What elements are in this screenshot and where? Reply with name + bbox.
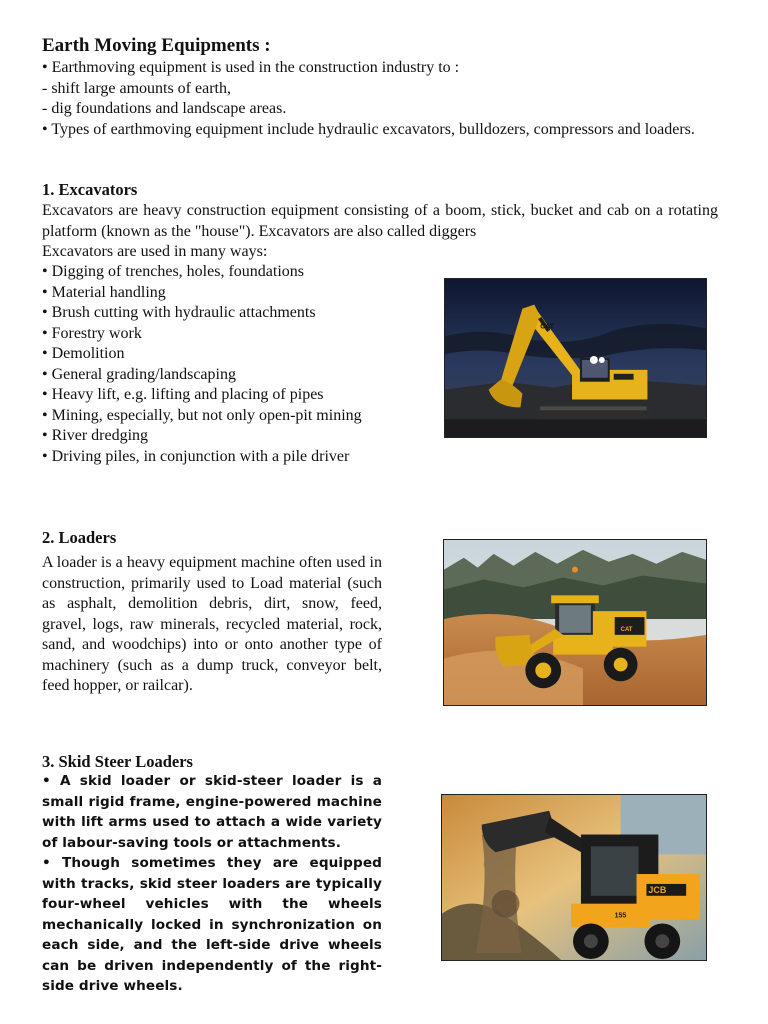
list-item: • General grading/landscaping — [42, 365, 236, 383]
loaders-heading: 2. Loaders — [42, 528, 117, 547]
excavators-heading: 1. Excavators — [42, 180, 138, 199]
loader-photo — [443, 539, 707, 706]
list-item: • Forestry work — [42, 324, 142, 342]
cat-badge: CAT — [540, 323, 554, 331]
jcb-badge: JCB — [648, 884, 667, 895]
excavator-photo — [444, 278, 707, 438]
list-item: • Driving piles, in conjunction with a pile driver — [42, 447, 350, 465]
excavators-uses-intro: Excavators are used in many ways: — [42, 243, 268, 260]
skid-steer-point: • A skid loader or skid-steer loader is a small rigid frame, engine-powered machine with lift arms used to attach a wide variety of labour-saving tools or attachments. — [42, 773, 382, 851]
skid-steer-photo — [441, 794, 707, 961]
list-item: • Mining, especially, but not only open-pit mining — [42, 406, 362, 424]
cat-badge: CAT — [620, 626, 633, 633]
list-item: • River dredging — [42, 427, 149, 444]
intro-line: - shift large amounts of earth, — [42, 79, 231, 97]
list-item: • Digging of trenches, holes, foundations — [42, 263, 304, 280]
list-item: • Material handling — [42, 283, 166, 301]
excavators-description: Excavators are heavy construction equipment consisting of a boom, stick, bucket and cab on a rotating platform (known as the "house"). Excavators are also called diggers — [42, 202, 718, 240]
skid-steer-points — [42, 771, 382, 997]
intro-line: - dig foundations and landscape areas. — [42, 100, 287, 117]
skid-steer-heading: 3. Skid Steer Loaders — [42, 752, 193, 771]
list-item: • Demolition — [42, 345, 125, 362]
loaders-description-block — [42, 553, 382, 697]
intro-line: • Types of earthmoving equipment include hydraulic excavators, bulldozers, compressors and loaders. — [42, 120, 695, 138]
skid-steer-point: • Though sometimes they are equipped with tracks, skid steer loaders are typically four-wheel vehicles with the wheels mechanically locked in synchronization on each side, and the left-side drive wheels can be driven independently of the right-side drive wheels. — [42, 855, 382, 994]
intro-section — [42, 58, 718, 140]
excavators-description-block — [42, 201, 718, 263]
intro-line: • Earthmoving equipment is used in the construction industry to : — [42, 59, 460, 76]
loaders-description: A loader is a heavy equipment machine often used in construction, primarily used to Load material (such as asphalt, demolition debris, dirt, snow, feed, gravel, logs, raw minerals, recycled material, rock, sand, and woodchips) into or onto another type of machinery (such as a dump truck, conveyor belt, feed hopper, or railcar). — [42, 554, 382, 694]
excavators-uses-list — [42, 262, 432, 467]
model-number: 155 — [614, 912, 627, 920]
list-item: • Brush cutting with hydraulic attachments — [42, 304, 316, 321]
page-title: Earth Moving Equipments : — [42, 35, 271, 56]
list-item: • Heavy lift, e.g. lifting and placing of pipes — [42, 386, 324, 403]
